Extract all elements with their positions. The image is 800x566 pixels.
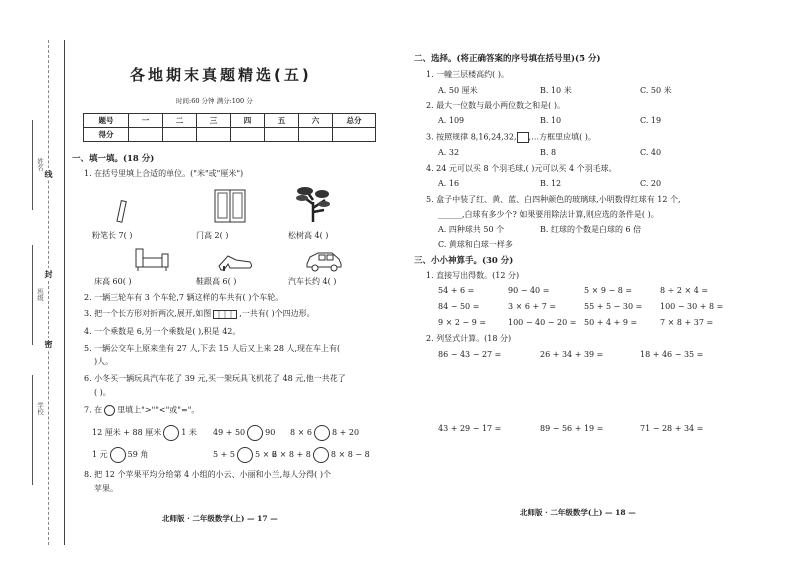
q1-6-text-a: 6. 小冬买一辆玩具汽车花了 39 元,买一架玩具飞机花了 48 元,他一共花了: [84, 374, 346, 383]
q2-5-option-c[interactable]: C. 黄球和白球一样多: [438, 240, 513, 249]
compare-circle[interactable]: [313, 447, 329, 463]
score-header-cell: 一: [129, 114, 163, 128]
compare-right: 59 角: [127, 450, 149, 459]
bed-icon: [132, 246, 172, 272]
compare-left: 2 × 8 + 8: [272, 450, 311, 459]
compare-left: 49 + 50: [213, 428, 246, 437]
q2-1-option-a[interactable]: A. 50 厘米: [438, 86, 478, 95]
compare-item: [272, 447, 370, 463]
oral-problem: 3 × 6 + 7 =: [508, 302, 557, 311]
q2-5-text-b: ______,白球有多少个? 如果要用除法计算,则应选的条件是( )。: [438, 210, 659, 219]
oral-problem: 7 × 8 + 37 =: [660, 318, 714, 327]
q2-1-option-b[interactable]: B. 10 米: [540, 86, 572, 95]
compare-circle[interactable]: [163, 425, 179, 441]
score-header-cell: 总分: [333, 114, 376, 128]
oral-problem: 100 − 30 + 8 =: [660, 302, 724, 311]
q2-3-row: [426, 132, 596, 143]
q1-8-text-a: 8. 把 12 个苹果平均分给第 4 小组的小云、小丽和小兰,每人分得( )个: [84, 470, 331, 479]
page-title: 各地期末真题精选(五): [130, 66, 312, 84]
high-heel-shoe-icon: [216, 248, 256, 272]
score-header-cell: 题号: [84, 114, 129, 128]
compare-right: 8 × 8 − 8: [330, 450, 370, 459]
q2-4-option-c[interactable]: C. 20: [640, 179, 662, 188]
q3-1-text: 1. 直接写出得数。(12 分): [426, 271, 520, 280]
q1-1-text: 1. 在括号里填上合适的单位。("米"或"厘米"): [84, 169, 244, 178]
item-tree-height: 松树高 4( ): [288, 231, 329, 240]
vertical-calc-problem: 18 + 46 − 35 =: [640, 350, 704, 359]
item-heel-height: 鞋跟高 6( ): [196, 277, 237, 286]
door-icon: [213, 188, 247, 224]
class-label: 班级: [36, 288, 44, 301]
margin-seal-char: 封: [44, 270, 54, 278]
compare-item: [92, 425, 197, 441]
q1-5-text-a: 5. 一辆公交车上原来坐有 27 人,下去 15 人后又上来 28 人,现在车上有(: [84, 344, 341, 353]
compare-left: 8 × 6: [290, 428, 312, 437]
compare-right: 1 米: [181, 428, 197, 437]
q2-4-option-b[interactable]: B. 12: [540, 179, 562, 188]
score-cell[interactable]: [299, 128, 333, 142]
compare-item: [213, 447, 277, 463]
q2-2-text: 2. 最大一位数与最小两位数之和是( )。: [426, 101, 565, 110]
oral-problem: 84 − 50 =: [438, 302, 480, 311]
oral-problem: 50 + 4 + 9 =: [584, 318, 638, 327]
q2-1-option-c[interactable]: C. 50 米: [640, 86, 672, 95]
score-cell[interactable]: [333, 128, 376, 142]
binding-line: [64, 40, 65, 545]
score-header-cell: 三: [197, 114, 231, 128]
oral-problem: 9 × 2 − 9 =: [438, 318, 487, 327]
car-icon: [304, 248, 344, 272]
q1-7-text-a: 7. 在: [84, 405, 103, 415]
class-blank: [32, 245, 33, 345]
chalk-icon: [115, 200, 129, 224]
q1-6-text-b: ( )。: [94, 388, 111, 397]
oral-problem: 55 + 5 − 30 =: [584, 302, 643, 311]
vertical-calc-problem: 26 + 34 + 39 =: [540, 350, 604, 359]
q2-5-text-a: 5. 盒子中装了红、黄、蓝、白四种颜色的玻璃球,小明数得红球有 12 个,: [426, 195, 681, 204]
margin-dense-char: 密: [44, 340, 54, 348]
q1-5-text-b: )人。: [94, 357, 114, 366]
margin-line-char: 线: [44, 170, 54, 178]
q2-2-option-b[interactable]: B. 10: [540, 116, 562, 125]
oral-problem: 90 − 40 =: [508, 286, 550, 295]
footer-left: 北师版 · 二年级数学(上) — 17 —: [162, 514, 278, 523]
score-cell[interactable]: [197, 128, 231, 142]
oral-problem: 100 − 40 − 20 =: [508, 318, 577, 327]
compare-left: 12 厘米 + 88 厘米: [92, 428, 162, 437]
compare-item: [213, 425, 275, 441]
school-blank: [32, 375, 33, 485]
score-value-row: [84, 128, 376, 142]
q2-3-text-a: 3. 按照规律 8,16,24,32,: [426, 132, 517, 142]
item-car-length: 汽车长约 4( ): [288, 277, 337, 286]
score-cell[interactable]: [129, 128, 163, 142]
q2-3-option-a[interactable]: A. 32: [438, 148, 460, 157]
compare-right: 90: [265, 428, 276, 437]
score-cell[interactable]: [265, 128, 299, 142]
oral-problem: 54 + 6 =: [438, 286, 475, 295]
item-door-height: 门高 2( ): [196, 231, 229, 240]
compare-circle[interactable]: [314, 425, 330, 441]
compare-left: 1 元: [92, 450, 108, 459]
answer-box[interactable]: [517, 132, 529, 143]
q2-2-option-c[interactable]: C. 19: [640, 116, 662, 125]
score-header-cell: 二: [163, 114, 197, 128]
q3-2-text: 2. 列竖式计算。(18 分): [426, 334, 512, 343]
oral-problem: 5 × 9 − 8 =: [584, 286, 633, 295]
vertical-calc-problem: 43 + 29 − 17 =: [438, 424, 502, 433]
q1-4-text: 4. 一个乘数是 6,另一个乘数是( ),积是 42。: [84, 327, 241, 336]
q2-3-option-c[interactable]: C. 40: [640, 148, 662, 157]
q1-3-row: [84, 309, 315, 319]
compare-circle[interactable]: [237, 447, 253, 463]
pine-tree-icon: [296, 182, 330, 224]
vertical-calc-problem: 89 − 56 + 19 =: [540, 424, 604, 433]
q2-4-option-a[interactable]: A. 16: [438, 179, 460, 188]
compare-circle[interactable]: [247, 425, 263, 441]
q1-2-text: 2. 一辆三轮车有 3 个车轮,7 辆这样的车共有( )个车轮。: [84, 293, 284, 302]
oral-problem: 8 ÷ 2 × 4 =: [660, 286, 709, 295]
compare-item: [290, 425, 359, 441]
item-chalk-length: 粉笔长 7( ): [92, 231, 133, 240]
vertical-calc-problem: 71 − 28 + 34 =: [640, 424, 704, 433]
section-1-heading: 一、填一填。(18 分): [72, 154, 155, 164]
exam-time-info: 时间:60 分钟 满分:100 分: [176, 97, 253, 105]
q2-4-text: 4. 24 元可以买 8 个羽毛球,( )元可以买 4 个羽毛球。: [426, 164, 617, 173]
compare-left: 5 + 5: [213, 450, 235, 459]
score-header-cell: 四: [231, 114, 265, 128]
q1-8-text-b: 苹果。: [94, 484, 118, 493]
school-label: 学校: [36, 402, 44, 415]
score-header-cell: 五: [265, 114, 299, 128]
compare-right: 5 × 6: [254, 450, 277, 459]
vertical-calc-problem: 86 − 43 − 27 =: [438, 350, 502, 359]
circle-icon: [104, 405, 115, 416]
compare-circle[interactable]: [110, 447, 126, 463]
section-3-heading: 三、小小神算手。(30 分): [414, 256, 514, 266]
q2-2-option-a[interactable]: A. 109: [438, 116, 465, 125]
q1-3-text-b: ,一共有( )个四边形。: [239, 309, 315, 318]
score-row-label: 得分: [84, 128, 129, 142]
compare-item: [92, 447, 148, 463]
score-header-cell: 六: [299, 114, 333, 128]
name-blank: [32, 120, 33, 210]
q1-3-text-a: 3. 把一个长方形对折两次,展开,如图: [84, 309, 212, 318]
q1-7-text-b: 里填上">""<"或"="。: [117, 405, 200, 415]
footer-right: 北师版 · 二年级数学(上) — 18 —: [520, 508, 636, 517]
q2-5-option-a[interactable]: A. 四种球共 50 个: [438, 225, 505, 234]
item-bed-height: 床高 60( ): [94, 277, 132, 286]
score-header-row: [84, 114, 376, 128]
score-cell[interactable]: [163, 128, 197, 142]
score-cell[interactable]: [231, 128, 265, 142]
section-2-heading: 二、选择。(将正确答案的序号填在括号里)(5 分): [414, 54, 601, 64]
q2-3-text-b: ,…方框里应填( )。: [528, 132, 596, 142]
q2-5-option-b[interactable]: B. 红球的个数是白球的 6 倍: [540, 225, 642, 234]
score-table: [83, 113, 376, 142]
q2-3-option-b[interactable]: B. 8: [540, 148, 557, 157]
q1-7-row: [84, 405, 199, 416]
name-label: 姓名: [36, 158, 44, 171]
compare-right: 8 + 20: [331, 428, 360, 437]
q2-1-text: 1. 一幢三层楼高约( )。: [426, 70, 509, 79]
folded-rectangle-figure: [213, 310, 237, 319]
cut-line: [48, 40, 49, 545]
